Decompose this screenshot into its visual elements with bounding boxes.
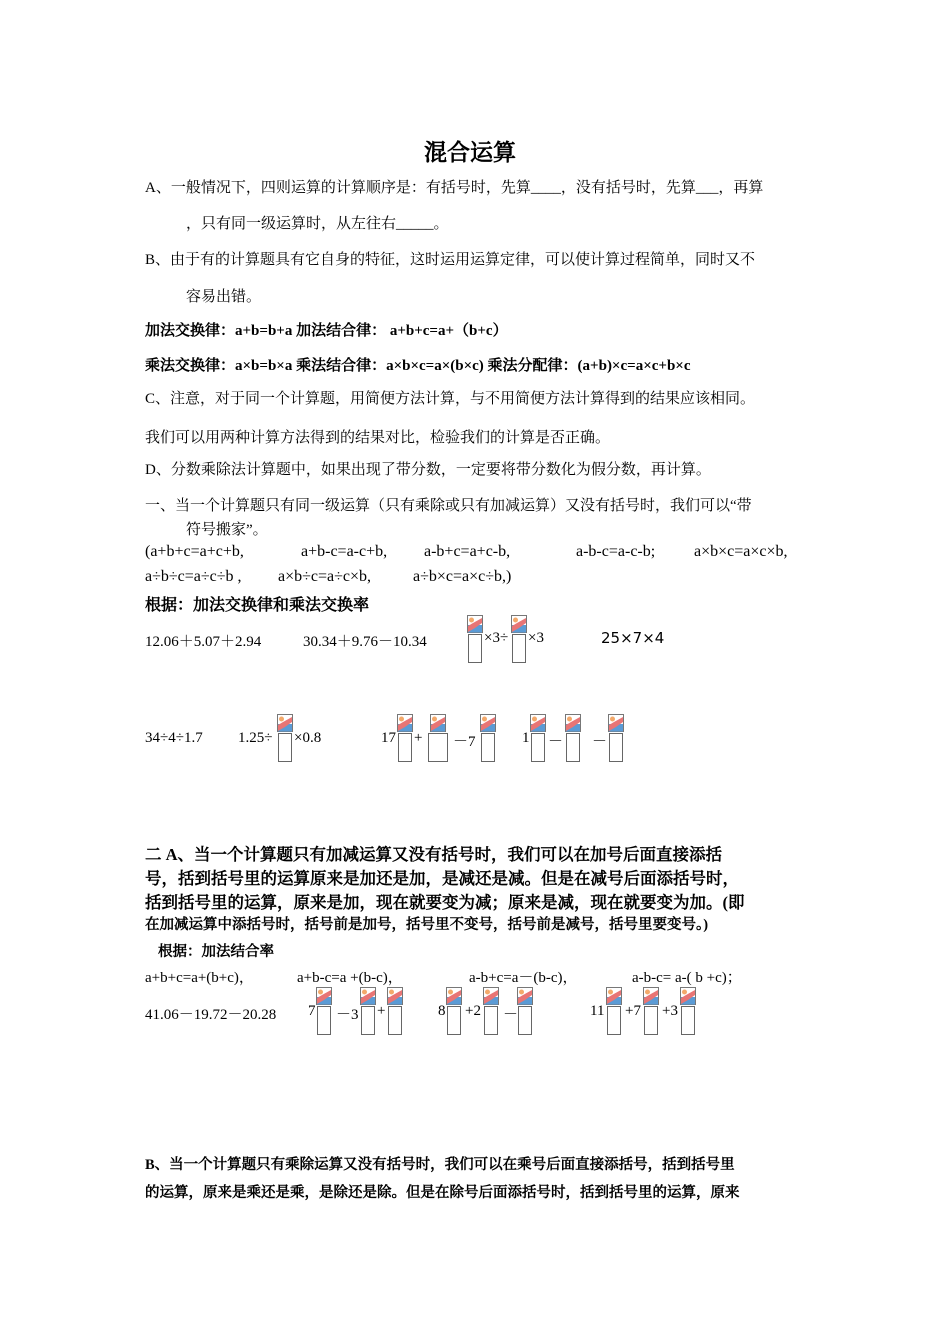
- formula: a+b-c=a +(b-c)，: [297, 970, 403, 986]
- image-placeholder-icon: [480, 714, 496, 732]
- exercise-text: 1: [522, 730, 530, 746]
- exercise-text: －3: [336, 1007, 359, 1023]
- fraction-image: [483, 987, 499, 1035]
- exercise-text: +2: [465, 1003, 481, 1019]
- image-placeholder-icon: [467, 615, 483, 633]
- section2b-line1: B、当一个计算题只有乘除运算又没有括号时，我们可以在乘号后面直接添括号，括到括号里: [145, 1157, 735, 1173]
- formula: a×b÷c=a÷c×b,: [278, 568, 372, 585]
- exercise-text: +: [414, 730, 423, 746]
- image-placeholder-icon: [608, 714, 624, 732]
- fraction-image: [360, 987, 376, 1035]
- exercise-text: 17: [381, 730, 396, 746]
- fraction-image: [480, 714, 496, 762]
- exercise-text: －: [548, 734, 564, 750]
- image-placeholder-icon: [483, 987, 499, 1005]
- formula: a-b-c=a-c-b;: [576, 543, 656, 560]
- formula: a+b-c=a-c+b,: [301, 543, 388, 560]
- exercise-text: 11: [590, 1003, 605, 1019]
- fraction-image: [446, 987, 462, 1035]
- fraction-image: [277, 714, 293, 762]
- exercise-text: 41.06－19.72－20.28: [145, 1007, 277, 1023]
- intro-a-line1: A、一般情况下，四则运算的计算顺序是：有括号时，先算____，没有括号时，先算___，再算: [145, 180, 764, 196]
- exercise-text: －: [503, 1007, 519, 1023]
- exercise-text: +: [377, 1003, 386, 1019]
- intro-b-line2: 容易出错。: [186, 289, 262, 305]
- section2-line1: 二 A、当一个计算题只有加减运算又没有括号时，我们可以在加号后面直接添括: [145, 845, 723, 864]
- section2-line3: 括到括号里的运算，原来是加，现在就要变为减；原来是减，现在就要变为加。(即: [145, 893, 745, 912]
- image-placeholder-icon: [680, 987, 696, 1005]
- exercise-text: 8: [438, 1003, 446, 1019]
- image-placeholder-icon: [565, 714, 581, 732]
- fraction-image: [316, 987, 332, 1035]
- fraction-image: [517, 987, 533, 1035]
- image-placeholder-icon: [606, 987, 622, 1005]
- section2-line4: 在加减运算中添括号时，括号前是加号，括号里不变号，括号前是减号，括号里要变号。): [145, 917, 709, 933]
- fraction-image: [467, 615, 483, 663]
- intro-b-line1: B、由于有的计算题具有它自身的特征，这时运用运算定律，可以使计算过程简单，同时又不: [145, 252, 756, 268]
- intro-a-line2: ，只有同一级运算时，从左往右_____。: [186, 216, 449, 232]
- image-placeholder-icon: [643, 987, 659, 1005]
- fraction-image: [606, 987, 622, 1035]
- fraction-image: [565, 714, 581, 762]
- exercise-text: 30.34＋9.76－10.34: [303, 634, 427, 650]
- image-placeholder-icon: [360, 987, 376, 1005]
- laws-multiplication: 乘法交换律：a×b=b×a 乘法结合律：a×b×c=a×(b×c) 乘法分配律：(a+b)×c=a×c+b×c: [145, 358, 691, 374]
- formula: a-b-c= a-( b +c)；: [632, 970, 742, 986]
- exercise-text: ×3÷: [484, 630, 509, 646]
- laws-addition: 加法交换律：a+b=b+a 加法结合律： a+b+c=a+（b+c）: [145, 323, 508, 339]
- exercise-text: 34÷4÷1.7: [145, 730, 203, 746]
- image-placeholder-icon: [517, 987, 533, 1005]
- section1-line1: 一、当一个计算题只有同一级运算（只有乘除或只有加减运算）又没有括号时，我们可以“带: [145, 498, 752, 514]
- exercise-text: 12.06＋5.07＋2.94: [145, 634, 262, 650]
- intro-d-line: D、分数乘除法计算题中，如果出现了带分数，一定要将带分数化为假分数，再计算。: [145, 462, 711, 478]
- section1-basis: 根据：加法交换律和乘法交换率: [145, 595, 370, 614]
- image-placeholder-icon: [387, 987, 403, 1005]
- formula: a+b+c=a+(b+c)，: [145, 970, 254, 986]
- fraction-image: [427, 714, 449, 762]
- formula: a÷b÷c=a÷c÷b ,: [145, 568, 242, 585]
- exercise-text: 25×7×4: [601, 629, 665, 647]
- exercise-text: +7: [625, 1003, 641, 1019]
- exercise-text: 1.25÷: [238, 730, 273, 746]
- fraction-image: [608, 714, 624, 762]
- fraction-image: [511, 615, 527, 663]
- intro-c-line1: C、注意，对于同一个计算题，用简便方法计算，与不用简便方法计算得到的结果应该相同。: [145, 391, 756, 407]
- formula: a-b+c=a－(b-c)，: [469, 970, 578, 986]
- image-placeholder-icon: [446, 987, 462, 1005]
- formula: a÷b×c=a×c÷b,): [413, 568, 512, 585]
- intro-c-line2: 我们可以用两种计算方法得到的结果对比，检验我们的计算是否正确。: [145, 430, 611, 446]
- section2b-line2: 的运算，原来是乘还是乘，是除还是除。但是在除号后面添括号时，括到括号里的运算，原来: [145, 1185, 740, 1201]
- image-placeholder-icon: [316, 987, 332, 1005]
- fraction-image: [680, 987, 696, 1035]
- exercise-text: －7: [453, 734, 476, 750]
- image-placeholder-icon: [397, 714, 413, 732]
- image-placeholder-icon: [511, 615, 527, 633]
- section2-line2: 号，括到括号里的运算原来是加还是加，是减还是减。但是在减号后面添括号时，: [145, 869, 739, 888]
- page-title: 混合运算: [424, 140, 516, 165]
- exercise-text: －: [592, 734, 608, 750]
- exercise-text: ×3: [528, 630, 544, 646]
- exercise-text: ×0.8: [294, 730, 322, 746]
- formula: a-b+c=a+c-b,: [424, 543, 511, 560]
- image-placeholder-icon: [427, 714, 449, 732]
- fraction-image: [643, 987, 659, 1035]
- fraction-image: [387, 987, 403, 1035]
- exercise-text: 7: [308, 1003, 316, 1019]
- section1-line2: 符号搬家”。: [186, 522, 268, 538]
- fraction-image: [530, 714, 546, 762]
- image-placeholder-icon: [530, 714, 546, 732]
- formula: (a+b+c=a+c+b,: [145, 543, 244, 560]
- formula: a×b×c=a×c×b,: [694, 543, 788, 560]
- image-placeholder-icon: [277, 714, 293, 732]
- exercise-text: +3: [662, 1003, 678, 1019]
- fraction-image: [397, 714, 413, 762]
- section2-basis: 根据：加法结合率: [158, 944, 274, 960]
